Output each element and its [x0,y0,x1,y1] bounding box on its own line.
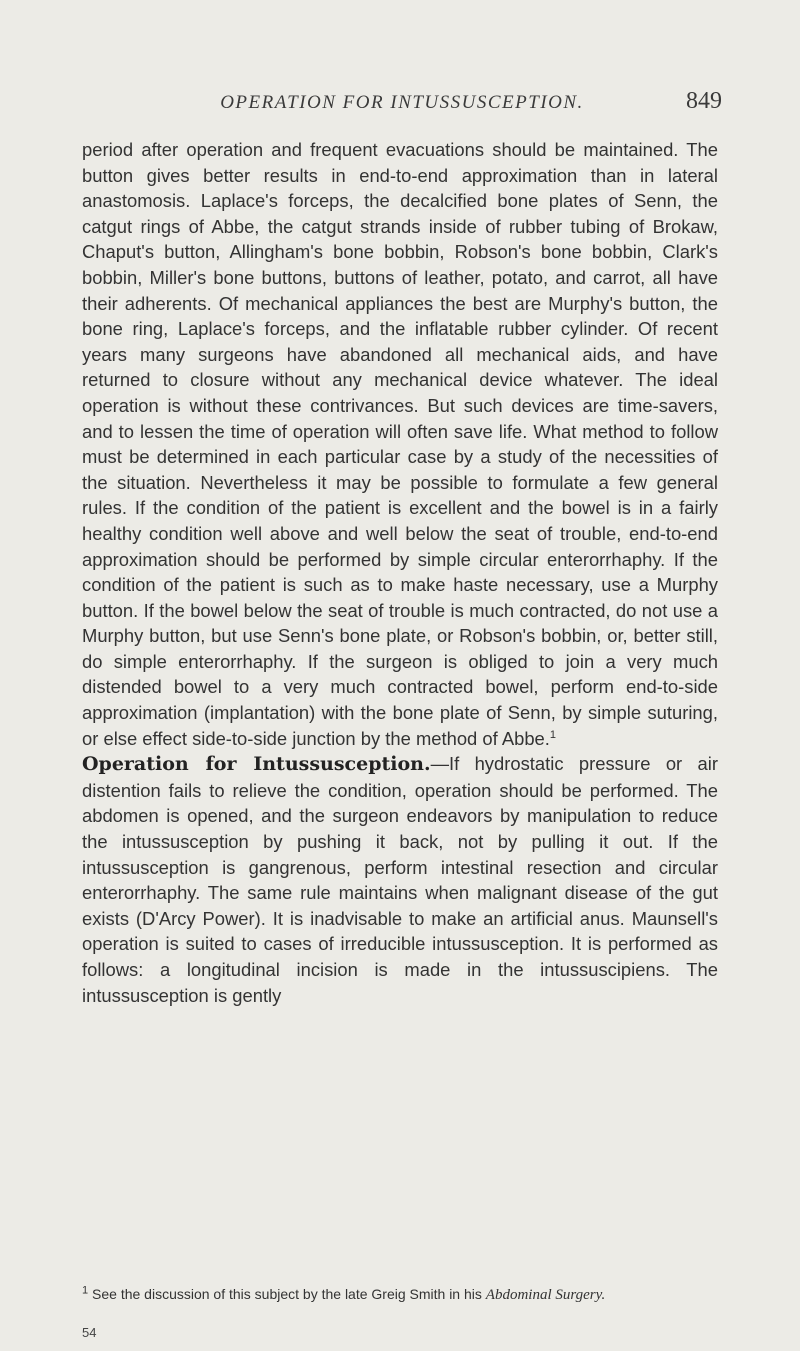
footnote-marker: 1 [549,728,557,741]
footnote-text: See the discussion of this subject by the late Greig Smith in his [92,1286,482,1302]
paragraph-text: —If hydrostatic pressure or air distention fails to relieve the condition, operation should be performed. The abdomen is opened, and the surgeon endeavors by manipulation to reduce the intussusception by pushing it back, not by pulling it out. If the intussusception is gangrenous, perform intestinal resection and circular enterorrhaphy. The same rule maintains when malignant disease of the gut exists (D'Arcy Power). It is inadvisable to make an artificial anus. Maunsell's operation is suited to cases of irreducible intussusception. It is performed as follows: a longitudinal incision is made in the intussuscipiens. The intussusception is gently [82,753,718,1006]
running-title: OPERATION FOR INTUSSUSCEPTION. [220,92,584,113]
signature-mark: 54 [82,1325,97,1340]
footnote [82,1284,718,1305]
body-text [82,137,718,1008]
running-head [82,88,722,118]
paragraph-text: period after operation and frequent evacuations should be maintained. The button gives better results in end-to-end approximation than in lateral anastomosis. Laplace's forceps, the decalcified bone plates of Senn, the catgut rings of Abbe, the catgut strands inside of rubber tubing of Brokaw, Chaput's button, Allingham's bone bobbin, Robson's bone bobbin, Clark's bobbin, Miller's bone buttons, buttons of leather, potato, and carrot, all have their adherents. Of mechanical appliances the best are Murphy's button, the bone ring, Laplace's forceps, and the inflatable rubber cylinder. Of recent years many surgeons have abandoned all mechanical aids, and have returned to closure without any mechanical device whatever. The ideal operation is without these contrivances. But such devices are time-savers, and to lessen the time of operation will often save life. What method to follow must be determined in each particular case by a study of the necessities of the situation. Nevertheless it may be possible to formulate a few general rules. If the condition of the patient is excellent and the bowel is in a fairly healthy condition well above and well below the seat of trouble, end-to-end approximation should be performed by simple circular enterorrhaphy. If the condition of the patient is such as to make haste necessary, use a Murphy button. If the bowel below the seat of trouble is much contracted, do not use a Murphy button, but use Senn's bone plate, or Robson's bobbin, or, better still, do simple enterorrhaphy. If the surgeon is obliged to join a very much distended bowel to a very much contracted bowel, perform end-to-side approximation (implantation) with the bone plate of Senn, by simple suturing, or else effect side-to-side junction by the method of Abbe. [82,139,718,749]
paragraph [82,137,718,751]
page-number: 849 [686,88,722,114]
section-heading: Operation for Intussusception. [82,753,431,776]
paragraph [82,751,718,1008]
footnote-book-title: Abdominal Surgery. [485,1287,606,1303]
footnote-marker: 1 [82,1284,89,1297]
